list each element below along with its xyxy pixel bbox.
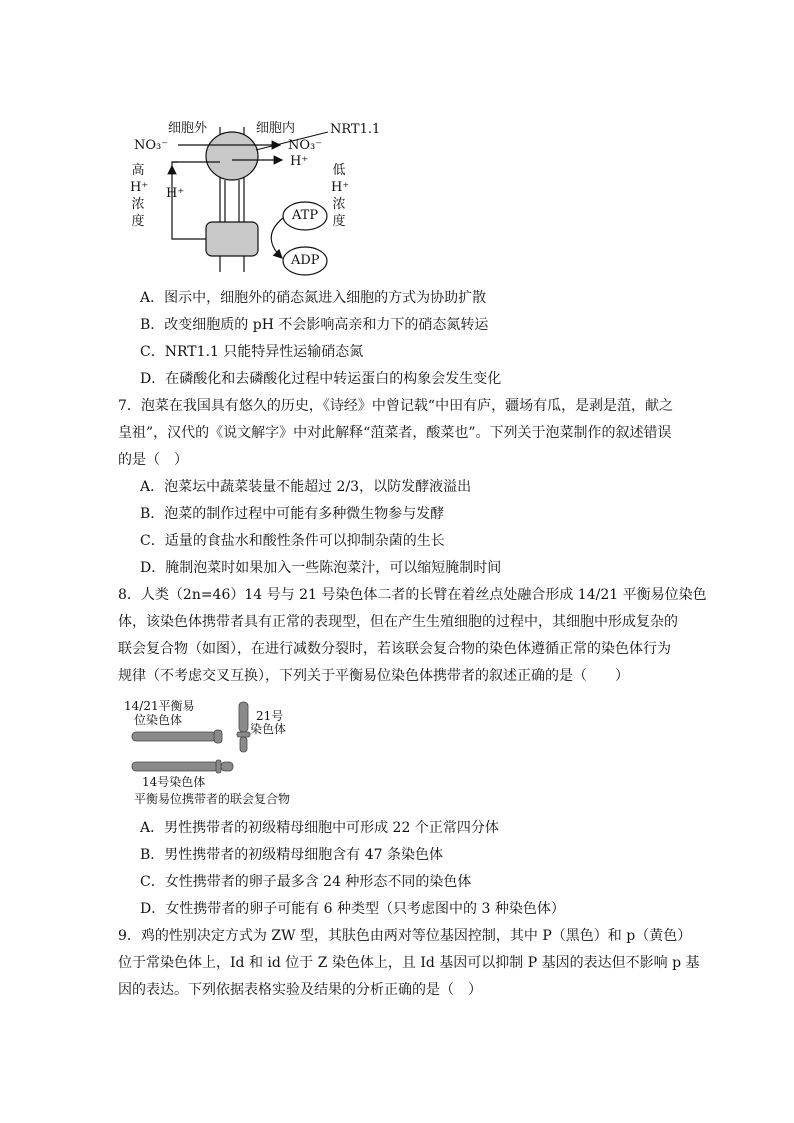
low-h-concentration: 低 H⁺ 浓 度 [331,163,350,229]
nrt-transporter [206,132,258,180]
q6-option-c: C．NRT1.1 只能特异性运输硝态氮 [140,344,364,360]
q7-option-c: C．适量的食盐水和酸性条件可以抑制杂菌的生长 [140,533,445,549]
q8-stem-line1: 8．人类（2n=46）14 号与 21 号染色体二者的长臂在着丝点处融合形成 14/21 平衡易位染色 [118,587,707,603]
q7-stem-line2: 皇祖”，汉代的《说文解字》中对此解释“菹菜者，酸菜也”。下列关于泡菜制作的叙述错误 [118,425,672,441]
q7-option-d: D．腌制泡菜时如果加入一些陈泡菜汁，可以缩短腌制时间 [140,560,502,576]
atp-label: ATP [292,208,319,223]
q8-stem-line4: 规律（不考虑交叉互换），下列关于平衡易位染色体携带者的叙述正确的是（ ） [118,668,629,684]
q9-stem-line2: 位于常染色体上，Id 和 id 位于 Z 染色体上，且 Id 基因可以抑制 P 基因的表达但不影响 p 基 [118,955,700,971]
q9-stem-line3: 因的表达。下列依据表格实验及结果的分析正确的是（ ） [118,982,482,998]
label-1421-line2: 位染色体 [134,713,183,727]
q8-option-b: B．男性携带者的初级精母细胞含有 47 条染色体 [140,847,444,863]
translocation-chromosome [132,732,216,741]
proton-pump [206,222,258,256]
label-14: 14号染色体 [142,775,206,789]
q7-stem-line3: 的是（ ） [118,452,188,468]
label-21-line1: 21号 [256,709,284,723]
q7-option-a: A．泡菜坛中蔬菜装量不能超过 2/3，以防发酵液溢出 [140,479,472,495]
q7-stem-line1: 7．泡菜在我国具有悠久的历史，《诗经》中曾记载“中田有庐，疆场有瓜，是剥是菹，献之 [118,398,674,414]
no3-right-label: NO₃⁻ [288,138,323,153]
q8-stem-line3: 联会复合物（如图），在进行减数分裂时，若该联会复合物的染色体遵循正常的染色体行为 [118,641,671,657]
chromosome-21 [239,702,248,732]
h-right-label: H⁺ [290,154,309,169]
chromosome-14 [132,762,218,771]
nrt-label: NRT1.1 [330,122,381,137]
q8-option-a: A．男性携带者的初级精母细胞中可形成 22 个正常四分体 [140,820,499,836]
q8-option-c: C．女性携带者的卵子最多含 24 种形态不同的染色体 [140,874,472,890]
q6-option-b: B．改变细胞质的 pH 不会影响高亲和力下的硝态氮转运 [140,317,489,333]
q6-option-a: A．图示中，细胞外的硝态氮进入细胞的方式为协助扩散 [140,290,487,306]
inside-label: 细胞内 [256,121,296,136]
outside-label: 细胞外 [168,121,208,136]
label-21-line2: 染色体 [250,722,287,736]
q9-stem-line1: 9．鸡的性别决定方式为 ZW 型，其肤色由两对等位基因控制，其中 P（黑色）和 p（黄色） [118,928,692,944]
atp-adp-arrow [271,218,283,258]
q8-option-d: D．女性携带者的卵子可能有 6 种类型（只考虑图中的 3 种染色体） [140,901,565,917]
h-left-label: H⁺ [166,186,185,201]
q8-stem-line2: 体，该染色体携带者具有正常的表现型，但在产生生殖细胞的过程中，其细胞中形成复杂的 [118,614,678,630]
high-h-concentration: 高 H⁺ 浓 度 [130,163,149,229]
label-1421-line1: 14/21平衡易 [124,699,195,713]
no3-left-label: NO₃⁻ [134,138,169,153]
chromosome-caption: 平衡易位携带者的联会复合物 [134,792,291,806]
adp-label: ADP [291,253,320,268]
q6-option-d: D．在磷酸化和去磷酸化过程中转运蛋白的构象会发生变化 [140,371,502,387]
q7-option-b: B．泡菜的制作过程中可能有多种微生物参与发酵 [140,506,445,522]
